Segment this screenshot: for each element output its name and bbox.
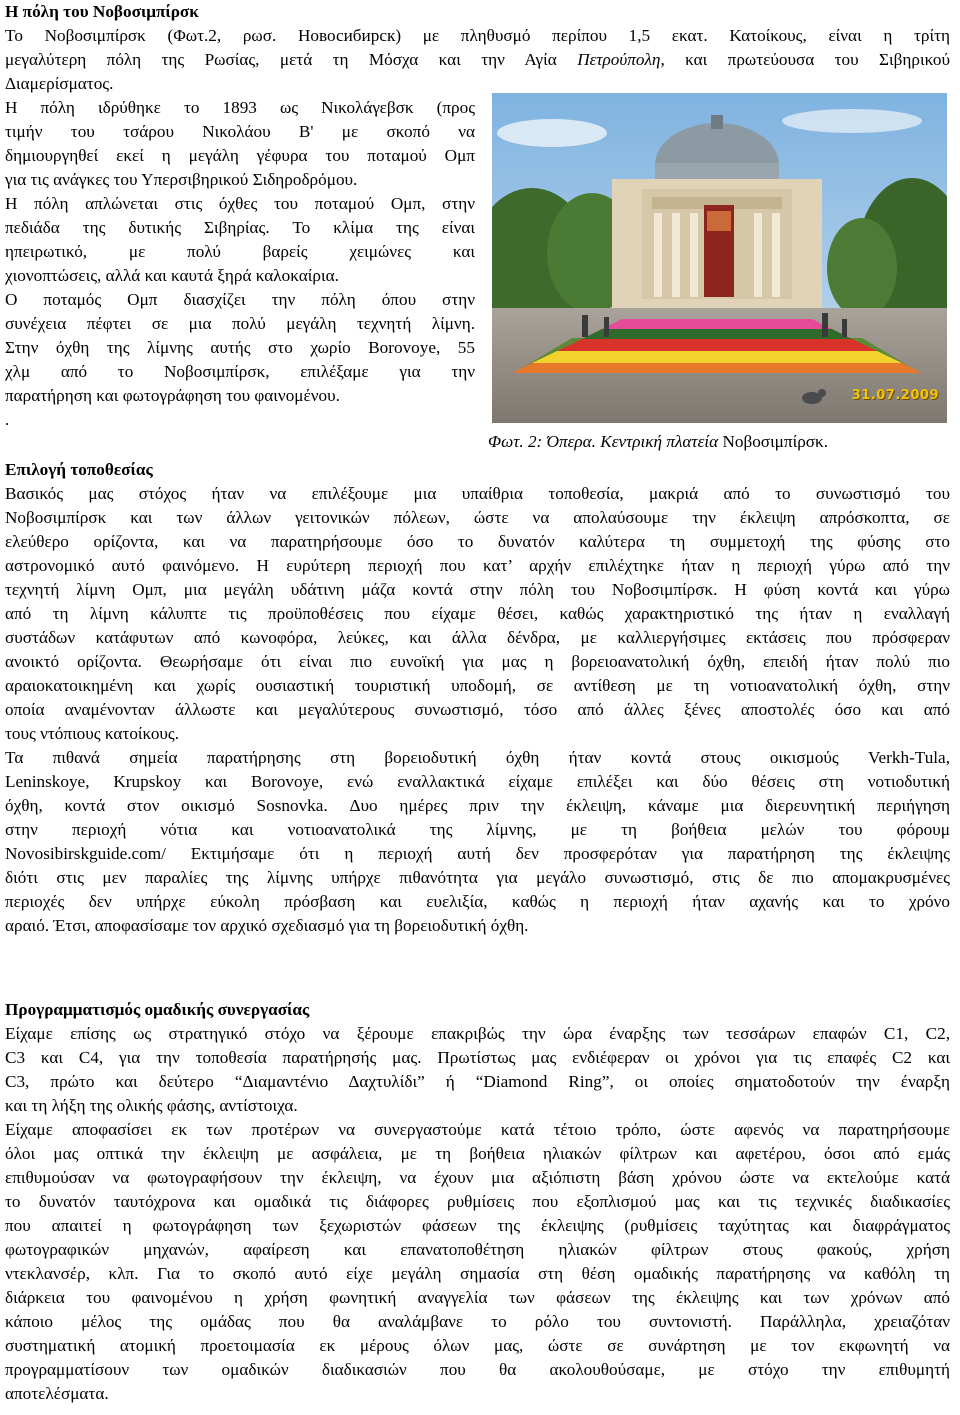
intro-line-3: Διαμερίσματος. [5, 74, 114, 93]
location-line: διότι στις μεν παραλίες της λίμνης υπήρχε πιθανότητα για μεγάλο συνωστισμό, στις δε πιο απομακρυσμένες [5, 868, 950, 887]
location-line: αστρονομικό αυτό φαινόμενο. Η ευρύτερη περιοχή που κατ’ αρχήν επιλέχτηκε ήταν η περιοχή γύρω από την [5, 556, 950, 575]
location-line: Τα πιθανά σημεία παρατήρησης στη βορειοδυτική όχθη ήταν κοντά στους οικισμούς Verkh-Tula, [5, 748, 950, 767]
planning-line: ντεκλανσέρ, κλπ. Για το σκοπό αυτό είχε μεγάλη σημασία στη θέση ομαδικής παρατήρησης να καθόλη τη [5, 1264, 950, 1283]
planning-line: αποτελέσματα. [5, 1384, 109, 1403]
photo-date-stamp: 31.07.2009 [851, 388, 939, 403]
planning-line: Είχαμε επίσης ως στρατηγικό στόχο να ξέρουμε επακριβώς την ώρα έναρξης των τεσσάρων επαφών C1, C2, [5, 1024, 950, 1043]
location-line: ανοικτό ορίζοντα. Θεωρήσαμε ότι είναι πιο ευνοϊκή για μας η βορειοανατολική όχθη, επειδή ήταν πολύ πιο [5, 652, 950, 671]
location-line: όχθη, κοντά στον οικισμό Sosnovka. Δυο ημέρες πριν την έκλειψη, κάναμε μια διερευνητική περιήγηση [5, 796, 950, 815]
planning-line: C3 και C4, για την τοποθεσία παρατήρησής μας. Πρωτίστως μας ενδιέφεραν οι χρόνοι για τις επαφές C2 και [5, 1048, 950, 1067]
left-col-line: χλμ από το Νοβοσιμπίρσκ, επιλέξαμε για την [5, 362, 475, 381]
left-col-line: . [5, 410, 10, 429]
location-line: Βασικός μας στόχος ήταν να επιλέξουμε μια υπαίθρια τοποθεσία, μακριά από το συνωστισμό του [5, 484, 950, 503]
planning-line: και τη λήξη της ολικής φάσης, αντίστοιχα. [5, 1096, 298, 1115]
opera-photo-illustration [492, 93, 947, 423]
intro-line-2-b: , και πρωτεύουσα του Σιβηρικού [660, 50, 950, 69]
intro-line-2-a: μεγαλύτερη πόλη της Ρωσίας, μετά τη Μόσχα και την Αγία [5, 50, 578, 69]
left-col-line: Ο ποταμός Ομπ διασχίζει την πόλη όπου στην [5, 290, 475, 309]
planning-line: προγραμματίσουν των ομαδικών διαδικασιών που θα ακολουθούσαμε, με στόχο την επιθυμητή [5, 1360, 950, 1379]
left-col-line: πεδιάδα της δυτικής Σιβηρίας. Το κλίμα της είναι [5, 218, 475, 237]
left-col-line: ηπειρωτικό, με πολύ βαρείς χειμώνες και [5, 242, 475, 261]
photo-caption-italic: Φωτ. 2: Όπερα. Κεντρική πλατεία [488, 432, 719, 451]
location-line: Leninskoye, Krupskoy και Borovoye, ενώ εναλλακτικά είχαμε επιλέξει και δύο θέσεις στη νοτιοδυτική [5, 772, 950, 791]
planning-line: φωτογραφικών μηχανών, αφαίρεση και επανατοποθέτηση ηλιακών φίλτρων στους φακούς, χρήση [5, 1240, 950, 1259]
opera-square-photo [492, 93, 947, 423]
planning-line: που απαιτεί η φωτογράφηση των ξεχωριστών φάσεων της έκλειψης (ρυθμίσεις ταχύτητας και διαφράγματος [5, 1216, 950, 1235]
location-line: ελεύθερο ορίζοντα, και να παρατηρήσουμε όσο το δυνατόν καλύτερα τη συμμετοχή της φύσης στο [5, 532, 950, 551]
location-heading: Επιλογή τοποθεσίας [5, 460, 153, 479]
location-line: τους ντόπιους κατοίκους. [5, 724, 180, 743]
left-col-line: συνέχεια πέφτει σε μια πολύ μεγάλη τεχνητή λίμνη. [5, 314, 475, 333]
location-line: συστάδων κατάφυτων από κωνοφόρα, λεύκες, και άλλα δένδρα, με καλλιεργήσιμες εκτάσεις που πρόσφεραν [5, 628, 950, 647]
location-line: οποία αναμένονταν άλλωστε και μεγαλύτερους συνωστισμό, τόσο από άλλες ξένες αποστολές όσο και από [5, 700, 950, 719]
planning-line: όλοι μας οπτικά την έκλειψη με ασφάλεια, με τη βοήθεια ηλιακών φίλτρων και αφετέρου, όσοι από εμάς [5, 1144, 950, 1163]
photo-caption-normal: Νοβοσιμπίρσκ. [718, 432, 829, 451]
planning-line: επιθυμούσαν να φωτογραφήσουν την έκλειψη, να έχουν μια αξιόπιστη βάση χρόνου ώστε να εκτελούμε κατά [5, 1168, 950, 1187]
location-line: στην περιοχή νότια και νοτιοανατολικά της λίμνης, με τη βοήθεια μελών του φόρουμ [5, 820, 950, 839]
planning-line: το δυνατόν ταυτόχρονα και ομαδικά τις διάφορες ρυθμίσεις που εξοπλισμού μας και τις τεχνικές διαδικασίες [5, 1192, 950, 1211]
location-line: Νοβοσιμπίρσκ και των άλλων γειτονικών πόλεων, ώστε να απολαύσουμε την έκλειψη απρόσκοπτα, σε [5, 508, 950, 527]
planning-line: διάρκεια του φαινομένου η χρήση φωνητική αναγγελία των φάσεων της έκλειψης και των χρόνων από [5, 1288, 950, 1307]
planning-line: Είχαμε αποφασίσει εκ των προτέρων να συνεργαστούμε κατά τέτοιο τρόπο, ώστε αφενός να παρατηρήσουμε [5, 1120, 950, 1139]
location-line: αραιό. Έτσι, αποφασίσαμε τον αρχικό σχεδιασμό για τη βορειοδυτική όχθη. [5, 916, 529, 935]
planning-line: C3, πρώτο και δεύτερο “Διαμαντένιο Δαχτυλίδι” ή “Diamond Ring”, οι οποίες σηματοδοτούν την έναρξη [5, 1072, 950, 1091]
left-col-line: δημιουργηθεί εκεί η μεγάλη γέφυρα του ποταμού Ομπ [5, 146, 475, 165]
location-line: Novosibirskguide.com/ Εκτιμήσαμε ότι η περιοχή αυτή δεν προσφερόταν για παρατήρηση της έκλειψης [5, 844, 950, 863]
left-col-line: παρατήρηση και φωτογράφηση του φαινομένου. [5, 386, 340, 405]
location-line: αραιοκατοικημένη και χωρίς ουσιαστική τουριστική υποδομή, σε αντίθεση με τη νοτιοανατολική όχθη, στην [5, 676, 950, 695]
city-heading: Η πόλη του Νοβοσιμπίρσκ [5, 2, 199, 21]
left-col-line: Στην όχθη της λίμνης αυτής στο χωρίο Borovoye, 55 [5, 338, 475, 357]
location-line: από τη λίμνη κάλυπτε τις προϋποθέσεις που είχαμε θέσει, καθώς χαρακτηριστικό της ήταν η εναλλαγή [5, 604, 950, 623]
left-col-line: Η πόλη απλώνεται στις όχθες του ποταμού Ομπ, στην [5, 194, 475, 213]
intro-line-1: Το Νοβοσιμπίρσκ (Φωτ.2, ρωσ. Новосибирск) με πληθυσμό περίπου 1,5 εκατ. Κατοίκους, είναι η τρίτη [5, 26, 950, 45]
intro-line-2-italic: Πετρούπολη [577, 50, 661, 69]
location-line: τεχνητή λίμνη Ομπ, μια μεγάλη υδάτινη μάζα κοντά στην πόλη του Νοβοσιμπίρσκ. Η φύση κοντά και γύρω [5, 580, 950, 599]
intro-line-2 [5, 48, 950, 72]
location-line: περιοχές δεν υπήρχε εύκολη πρόσβαση και ευελιξία, καθώς η περιοχή ήταν αχανής και το χρόνο [5, 892, 950, 911]
planning-line: συστηματική ατομική προετοιμασία εκ μέρους όλων μας, ώστε σε συνάρτηση με τον εκφωνητή να [5, 1336, 950, 1355]
planning-heading: Προγραμματισμός ομαδικής συνεργασίας [5, 1000, 310, 1019]
planning-line: κάποιο μέλος της ομάδας που θα αναλάμβανε το ρόλο του συντονιστή. Παράλληλα, χρειαζόταν [5, 1312, 950, 1331]
photo-caption [488, 430, 828, 454]
left-col-line: χιονοπτώσεις, αλλά και καυτά ξηρά καλοκαίρια. [5, 266, 339, 285]
left-col-line: για τις ανάγκες του Υπερσιβηρικού Σιδηροδρόμου. [5, 170, 358, 189]
left-col-line: τιμήν του τσάρου Νικολάου Β' με σκοπό να [5, 122, 475, 141]
left-col-line: Η πόλη ιδρύθηκε το 1893 ως Νικολάγεβσκ (προς [5, 98, 475, 117]
